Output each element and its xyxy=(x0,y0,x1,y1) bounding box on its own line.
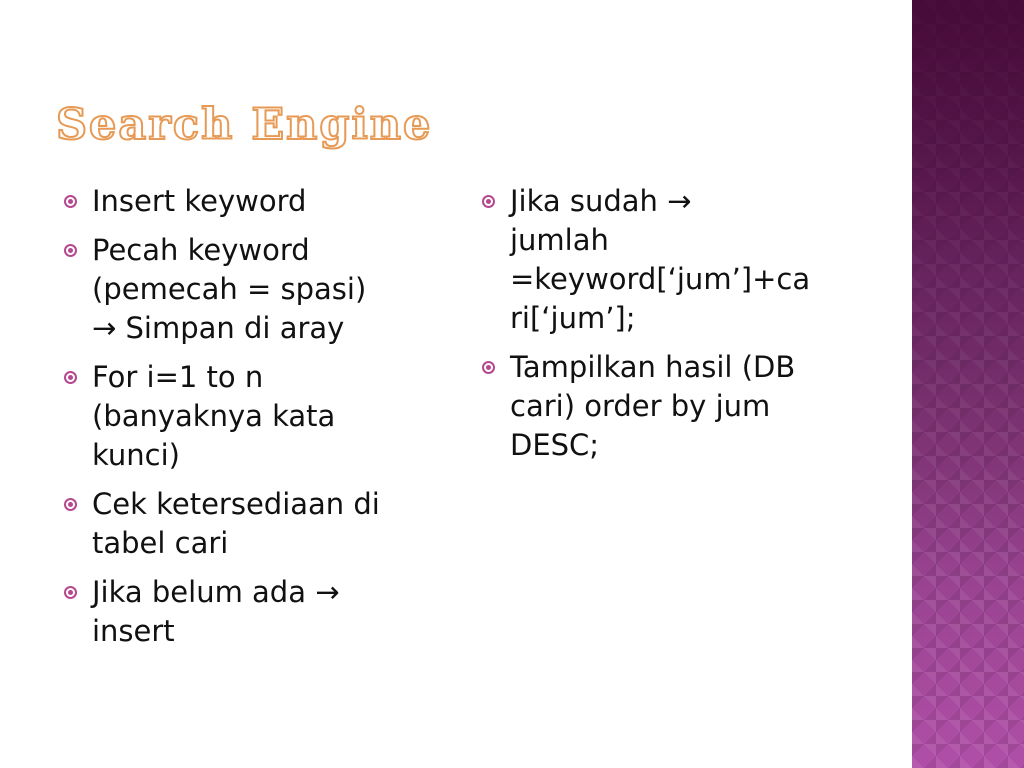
left-bullet-list xyxy=(62,182,434,661)
circle-dot-icon xyxy=(482,361,495,374)
list-item-text: For i=1 to n (banyaknya kata kunci) xyxy=(92,360,336,472)
list-item xyxy=(480,348,850,465)
list-item-text: Jika sudah → jumlah =keyword[‘jum’]+ca ri[‘jum’]; xyxy=(510,184,811,335)
circle-dot-icon xyxy=(482,195,495,208)
list-item-text: Pecah keyword (pemecah = spasi) → Simpan di aray xyxy=(92,233,367,345)
circle-dot-icon xyxy=(64,498,77,511)
list-item xyxy=(62,573,434,651)
list-item-text: Cek ketersediaan di tabel cari xyxy=(92,487,380,560)
list-item-text: Tampilkan hasil (DB cari) order by jum DESC; xyxy=(510,350,796,462)
list-item xyxy=(62,231,434,348)
circle-dot-icon xyxy=(64,195,77,208)
right-bullet-list xyxy=(480,182,850,475)
decorative-side-band xyxy=(912,0,1024,768)
list-item xyxy=(62,485,434,563)
circle-dot-icon xyxy=(64,244,77,257)
circle-dot-icon xyxy=(64,586,77,599)
slide-title: Search Engine xyxy=(56,100,433,150)
list-item-text: Insert keyword xyxy=(92,184,307,218)
list-item xyxy=(62,182,434,221)
list-item xyxy=(480,182,850,338)
list-item xyxy=(62,358,434,475)
circle-dot-icon xyxy=(64,371,77,384)
list-item-text: Jika belum ada → insert xyxy=(92,575,340,648)
